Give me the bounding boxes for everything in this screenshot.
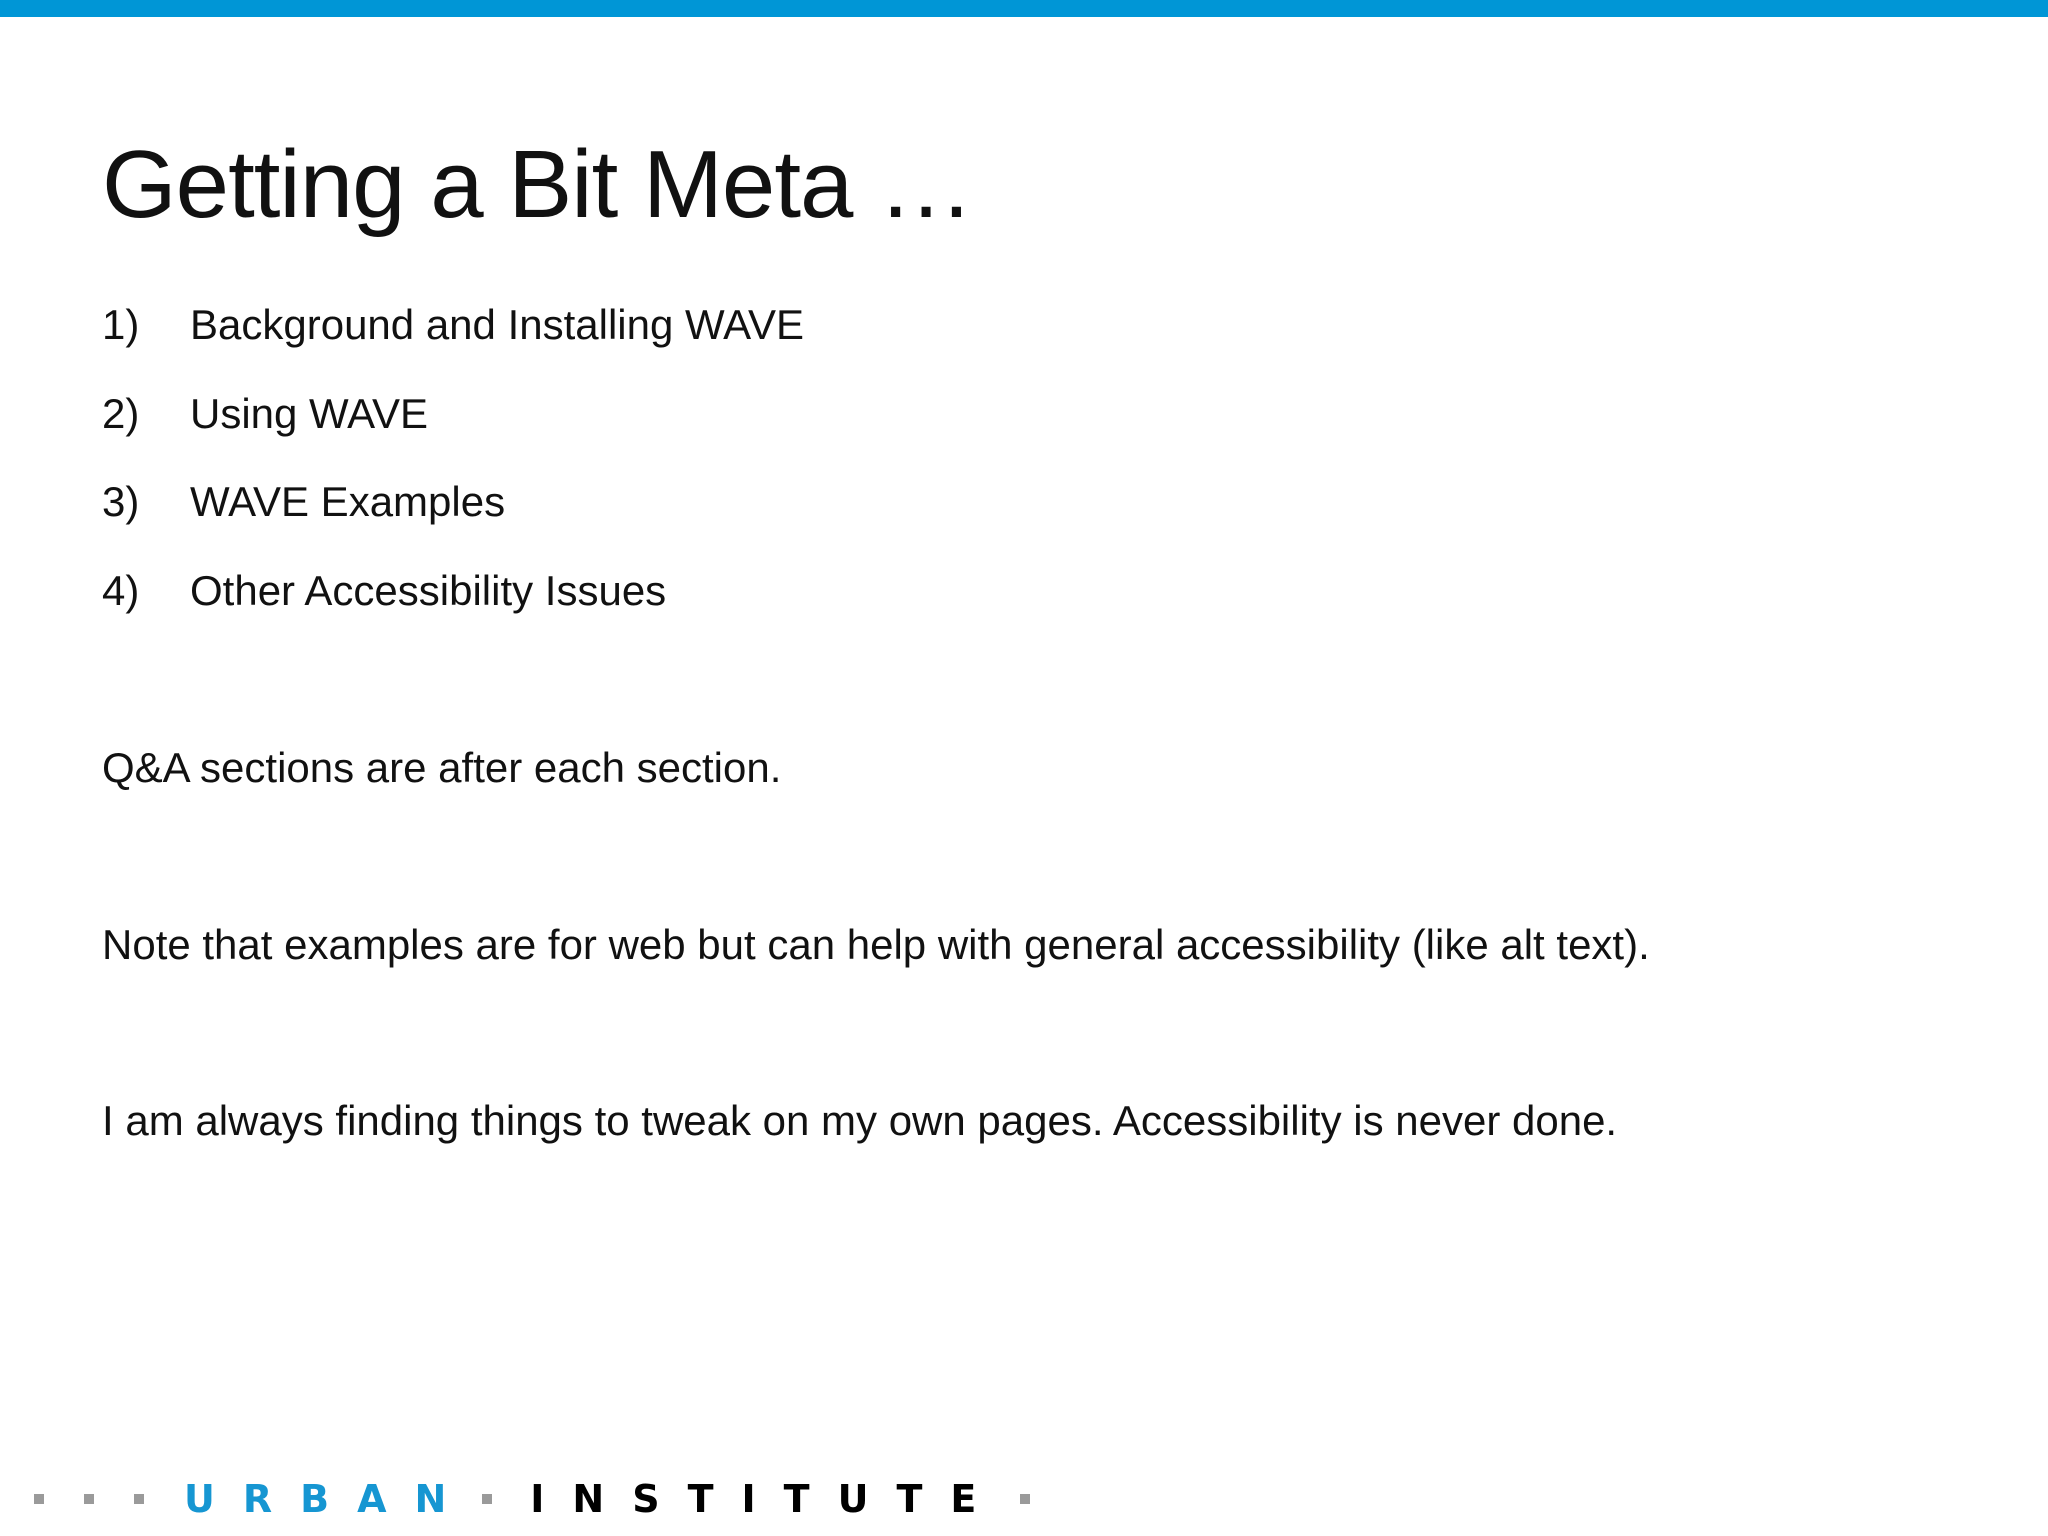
list-item-number: 2) — [102, 389, 140, 437]
list-item-number: 4) — [102, 566, 140, 614]
logo-dot — [134, 1494, 144, 1504]
list-item-text: Other Accessibility Issues — [190, 566, 667, 614]
list-item-number: 1) — [102, 301, 140, 348]
logo-dot — [34, 1494, 44, 1504]
qa-note: Q&A sections are after each section. — [102, 744, 782, 791]
accessibility-note: I am always finding things to tweak on my own pages. Accessibility is never done. — [102, 1097, 1618, 1144]
list-item-text: Using WAVE — [190, 389, 429, 437]
accent-top-bar — [0, 0, 2048, 17]
logo-word-urban: URBAN — [184, 1477, 475, 1521]
list-item-text: Background and Installing WAVE — [190, 301, 805, 348]
list-item — [102, 467, 804, 556]
logo-word-institute: INSTITUTE — [530, 1477, 1005, 1521]
slide-title: Getting a Bit Meta … — [102, 131, 974, 238]
examples-note: Note that examples are for web but can help with general accessibility (like alt text). — [102, 921, 1650, 968]
logo-dot — [482, 1494, 492, 1504]
list-item-number: 3) — [102, 478, 140, 525]
agenda-list — [102, 290, 804, 644]
logo-dot — [1020, 1494, 1030, 1504]
list-item — [102, 290, 804, 379]
list-item-text: WAVE Examples — [190, 478, 506, 525]
logo-dot — [84, 1494, 94, 1504]
list-item — [102, 379, 804, 468]
urban-institute-logo — [34, 1476, 1030, 1522]
list-item — [102, 556, 804, 645]
